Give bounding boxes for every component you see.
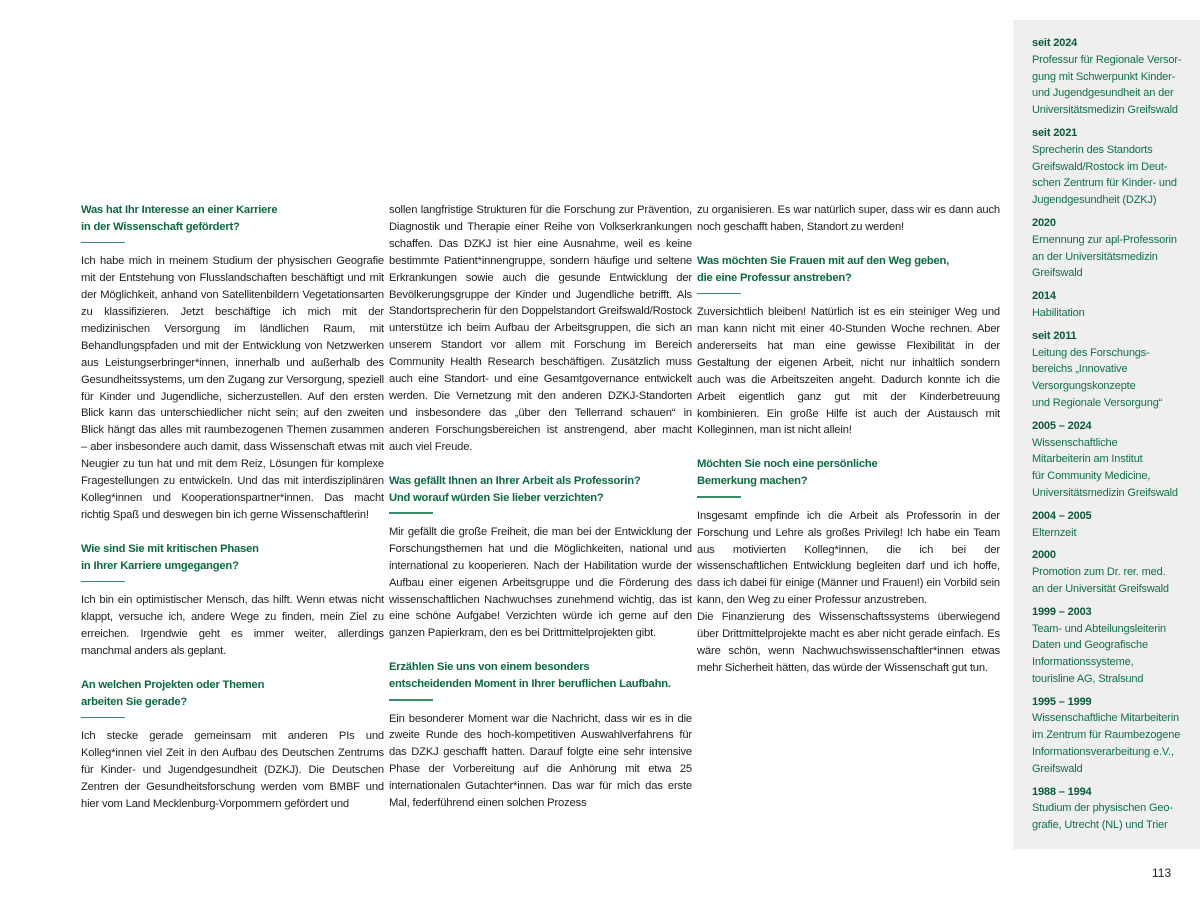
cv-list bbox=[1032, 35, 1197, 840]
answer-paragraph: Die Finanzierung des Wissenschaftssystems überwiegend über Drittmittelprojekte macht es aber nicht gerade einfach. Es wäre schön, wenn Nachwuchswissenschaftler*innen etwas mehr Sicherheit hätten, das würde der Wissenschaft gut tun. bbox=[697, 611, 1000, 674]
interview-column-2 bbox=[389, 202, 692, 829]
interview-section bbox=[389, 473, 692, 643]
cv-description-line: an der Universität Greifswald bbox=[1032, 582, 1169, 595]
cv-description-line: Greifswald bbox=[1032, 762, 1083, 775]
question-line: Erzählen Sie uns von einem besonders bbox=[389, 661, 590, 674]
cv-year: 1999 – 2003 bbox=[1032, 605, 1092, 618]
cv-year: seit 2024 bbox=[1032, 37, 1078, 49]
cv-entry bbox=[1032, 547, 1197, 597]
question-divider bbox=[389, 512, 433, 514]
cv-year: seit 2021 bbox=[1032, 126, 1078, 139]
question-divider bbox=[81, 581, 125, 583]
interview-section bbox=[81, 541, 384, 660]
interview-answer bbox=[81, 592, 384, 660]
cv-description-line: Greifswald bbox=[1032, 267, 1083, 280]
cv-description-line: Sprecherin des Standorts bbox=[1032, 143, 1153, 156]
answer-paragraph: Zuversichtlich bleiben! Natürlich ist es ein steiniger Weg und man kann nicht mit einer 40-Stunden Woche rechnen. Aber andererseits hat man eine gewisse Flexibilität in der Gestaltung der eigenen Arbeit, nicht nur inhaltlich sondern auch was die Arbeitszeiten angeht. Dadurch konnte ich die Arbeit eigentlich ganz gut mit der Kinderbetreuung kombinieren. Ein große Hilfe ist auch der Austausch mit Kolleginnen, man ist nicht allein! bbox=[697, 306, 1000, 437]
interview-question bbox=[81, 541, 384, 575]
cv-description-line: für Community Medicine, bbox=[1032, 470, 1151, 483]
cv-entry bbox=[1032, 35, 1197, 119]
interview-section bbox=[81, 677, 384, 813]
cv-description-line: Team- und Abteilungsleiterin bbox=[1032, 622, 1166, 635]
cv-year: 2020 bbox=[1032, 216, 1056, 229]
cv-entry bbox=[1032, 604, 1197, 688]
question-line: Möchten Sie noch eine persönliche bbox=[697, 458, 878, 471]
cv-entry bbox=[1032, 508, 1197, 542]
interview-section bbox=[697, 456, 1000, 676]
interview-answer bbox=[389, 524, 692, 642]
cv-description-line: Daten und Geografische bbox=[1032, 639, 1148, 652]
question-divider bbox=[697, 496, 741, 498]
interview-section bbox=[697, 202, 1000, 236]
cv-description-line: bereichs „Innovative bbox=[1032, 363, 1128, 376]
interview-column-3 bbox=[697, 202, 1000, 694]
interview-answer bbox=[697, 202, 1000, 236]
cv-entry bbox=[1032, 328, 1197, 412]
cv-year: 2000 bbox=[1032, 549, 1056, 562]
cv-year: seit 2011 bbox=[1032, 329, 1077, 342]
question-line: Was möchten Sie Frauen mit auf den Weg geben, bbox=[697, 254, 950, 267]
interview-section bbox=[697, 253, 1000, 440]
interview-question bbox=[697, 253, 1000, 287]
question-line: Wie sind Sie mit kritischen Phasen bbox=[81, 542, 259, 555]
cv-description-line: Elternzeit bbox=[1032, 526, 1077, 539]
cv-description-line: Jugendgesundheit (DZKJ) bbox=[1032, 194, 1157, 207]
question-line: arbeiten Sie gerade? bbox=[81, 695, 188, 708]
answer-paragraph: sollen langfristige Strukturen für die Forschung zur Prävention, Diagnostik und Therapie einer Reihe von Volkserkrankungen schaffen. Das DZKJ ist hier eine Ausnahme, weil es keine bestimmte Patient*innengruppe, sondern häufige und seltene Erkrankungen sowie auch die gesunde Entwicklung der Bevölkerungsgruppe der Kinder und Jugendliche betrifft. Als Standortsprecherin für den Doppelstandort Greifswald/Rostock unterstütze ich beim Aufbau der Arbeitsgruppen, die sich an unserem Standort vor allem mit Forschung im Bereich Community Health Research beschäftigen. Zusätzlich muss auch eine Standort- und eine Gesamtgovernance entwickelt werden. Die Vernetzung mit den anderen DZKJ-Standorten und insbesondere das „über den Tellerrand schauen“ in anderen Forschungsbereichen ist anstrengend, aber macht auch viel Freude. bbox=[389, 204, 692, 453]
cv-description-line: grafie, Utrecht (NL) und Trier bbox=[1032, 819, 1168, 832]
cv-description-line: Leitung des Forschungs- bbox=[1032, 346, 1150, 359]
question-divider bbox=[389, 699, 433, 701]
cv-description-line: Wissenschaftliche Mitarbeiterin bbox=[1032, 712, 1179, 725]
cv-description-line: Versorgungskonzepte bbox=[1032, 380, 1136, 393]
interview-question bbox=[697, 456, 1000, 490]
question-line: Was gefällt Ihnen an Ihrer Arbeit als Professorin? bbox=[389, 474, 641, 487]
cv-description-line: Wissenschaftliche bbox=[1032, 436, 1118, 449]
interview-column-1 bbox=[81, 202, 384, 830]
interview-section bbox=[389, 659, 692, 812]
page-number: 113 bbox=[1152, 866, 1172, 880]
cv-description-line: Greifswald/Rostock im Deut- bbox=[1032, 160, 1168, 173]
cv-description-line: tourisline AG, Stralsund bbox=[1032, 672, 1144, 685]
question-line: Bemerkung machen? bbox=[697, 475, 808, 488]
cv-year: 1995 – 1999 bbox=[1032, 695, 1092, 708]
interview-question bbox=[389, 659, 692, 693]
question-line: entscheidenden Moment in Ihrer beruflichen Laufbahn. bbox=[389, 678, 671, 691]
cv-entry bbox=[1032, 215, 1197, 282]
cv-year: 1988 – 1994 bbox=[1032, 785, 1092, 798]
interview-answer bbox=[81, 253, 384, 524]
cv-entry bbox=[1032, 784, 1197, 834]
cv-description-line: Universitätsmedizin Greifswald bbox=[1032, 104, 1178, 117]
cv-description-line: schen Zentrum für Kinder- und bbox=[1032, 177, 1177, 190]
cv-description-line: an der Universitätsmedizin bbox=[1032, 250, 1158, 263]
cv-entry bbox=[1032, 418, 1197, 502]
cv-description-line: und Jugendgesundheit an der bbox=[1032, 87, 1174, 100]
cv-description-line: Informationsverarbeitung e.V., bbox=[1032, 746, 1174, 759]
interview-answer bbox=[389, 711, 692, 812]
cv-description-line: gung mit Schwerpunkt Kinder- bbox=[1032, 70, 1176, 83]
cv-entry bbox=[1032, 288, 1197, 322]
interview-answer bbox=[389, 202, 692, 456]
cv-year: 2004 – 2005 bbox=[1032, 509, 1092, 522]
cv-year: 2005 – 2024 bbox=[1032, 419, 1092, 432]
cv-description-line: Studium der physischen Geo- bbox=[1032, 802, 1173, 815]
answer-paragraph: Ich habe mich in meinem Studium der physischen Geografie mit der Entstehung von Flusslandschaften beschäftigt und mit der Möglichkeit, anhand von Satellitenbildern Vegetationsarten zu klassifizieren. Jetzt beschäftige ich mich mit der medizinischen Versorgung im ländlichen Raum, mit Behandlungspfaden und mit der Entwicklung von Netzwerken aus Leistungserbringer*innen, innerhalb und außerhalb des Gesundheitssystems, um den Zugang zur Versorgung, speziell für Kinder und Jugendliche, sicherzustellen. Auf den ersten Blick kann das unterschiedlicher nicht sein; auf den zweiten Blick hängt das alles mit raumbezogenen Themen zusammen – aber insbesondere auch damit, dass Wissenschaft etwas mit Neugier zu tun hat und mit dem Reiz, Lösungen für komplexe Fragestellungen zu entwickeln. Und das mit interdisziplinären Kolleg*innen und Kooperationspartner*innen. Das macht richtig Spaß und deswegen bin ich gerne Wissenschaftlerin! bbox=[81, 255, 384, 521]
cv-description-line: Promotion zum Dr. rer. med. bbox=[1032, 566, 1166, 579]
cv-year: 2014 bbox=[1032, 290, 1056, 303]
answer-paragraph: Ein besonderer Moment war die Nachricht, dass wir es in die zweite Runde des hoch-kompetitiven Auswahlverfahrens für das DZKJ geschafft hatten. Darauf folgte eine sehr intensive Phase der Vorbereitung auf die Anhörung mit etwa 25 internationalen Gutachter*innen. Das war für mich das erste Mal, federführend einen solchen Prozess bbox=[389, 712, 692, 810]
answer-paragraph: Ich bin ein optimistischer Mensch, das hilft. Wenn etwas nicht klappt, versuche ich, andere Wege zu finden, mein Ziel zu erreichen. Irgendwie geht es immer weiter, allerdings manchmal anders als geplant. bbox=[81, 594, 384, 657]
interview-question bbox=[81, 202, 384, 236]
interview-section bbox=[81, 202, 384, 524]
cv-description-line: Mitarbeiterin am Institut bbox=[1032, 453, 1143, 466]
interview-question bbox=[389, 473, 692, 507]
cv-entry bbox=[1032, 694, 1197, 778]
cv-description-line: Informationssysteme, bbox=[1032, 656, 1134, 669]
cv-description-line: Professur für Regionale Versor- bbox=[1032, 53, 1182, 66]
question-line: Was hat Ihr Interesse an einer Karriere bbox=[81, 204, 278, 216]
interview-answer bbox=[697, 508, 1000, 677]
question-divider bbox=[81, 242, 125, 244]
answer-paragraph: Insgesamt empfinde ich die Arbeit als Professorin in der Forschung und Lehre als großes Privileg! Ich habe ein Team aus motivierten Kolleg*innen, die ich bei der wissenschaftlichen Entwicklung begleiten darf und ich hoffe, dass ich dabei für einige (Männer und Frauen!) ein Vorbild sein kann, den Weg zu einer Professur anzustreben. bbox=[697, 509, 1000, 607]
interview-section bbox=[389, 202, 692, 456]
question-divider bbox=[81, 717, 125, 719]
cv-sidebar bbox=[1013, 20, 1200, 849]
cv-entry bbox=[1032, 125, 1197, 209]
interview-answer bbox=[81, 728, 384, 813]
cv-description-line: im Zentrum für Raumbezogene bbox=[1032, 729, 1181, 742]
answer-paragraph: zu organisieren. Es war natürlich super, dass wir es dann auch noch geschafft haben, Standort zu werden! bbox=[697, 204, 1000, 233]
answer-paragraph: Ich stecke gerade gemeinsam mit anderen PIs und Kolleg*innen viel Zeit in den Aufbau des Deutschen Zentrums für Kinder- und Jugendgesundheit (DZKJ). Die Deutschen Zentren der Gesundheitsforschung werden vom BMBF und hier vom Land Mecklenburg-Vorpommern gefördert und bbox=[81, 730, 384, 810]
interview-answer bbox=[697, 304, 1000, 439]
question-line: An welchen Projekten oder Themen bbox=[81, 678, 265, 691]
cv-description-line: und Regionale Versorgung“ bbox=[1032, 396, 1163, 409]
question-line: in der Wissenschaft gefördert? bbox=[81, 220, 240, 233]
question-divider bbox=[697, 293, 741, 295]
interview-question bbox=[81, 677, 384, 711]
cv-description-line: Universitätsmedizin Greifswald bbox=[1032, 486, 1178, 499]
answer-paragraph: Mir gefällt die große Freiheit, die man bei der Entwicklung der Forschungsthemen hat und die Möglichkeiten, national und international zu kooperieren. Nach der Habilitation wurde der Aufbau einer eigenen Arbeitsgruppe und die Förderung des wissenschaftlichen Nachwuchses zunehmend wichtig, das ist eine schöne Aufgabe! Verzichten würde ich gerne auf den ganzen Papierkram, den es bei Drittmittelprojekten gibt. bbox=[389, 525, 692, 640]
cv-description-line: Habilitation bbox=[1032, 306, 1085, 319]
cv-description-line: Ernennung zur apl-Professorin bbox=[1032, 233, 1177, 246]
question-line: in Ihrer Karriere umgegangen? bbox=[81, 559, 239, 572]
question-line: Und worauf würden Sie lieber verzichten? bbox=[389, 491, 604, 504]
question-line: die eine Professur anstreben? bbox=[697, 271, 852, 284]
